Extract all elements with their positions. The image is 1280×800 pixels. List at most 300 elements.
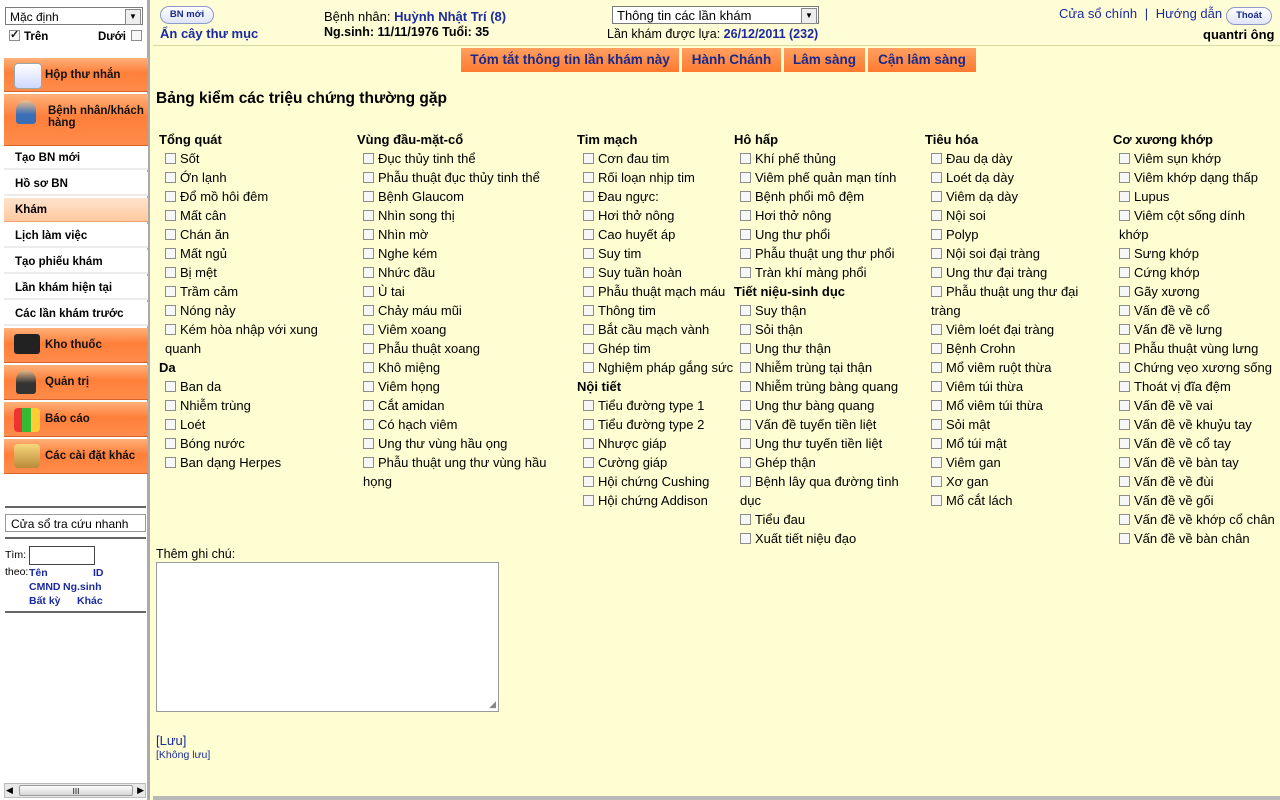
symptom-item[interactable]	[357, 225, 549, 244]
symptom-checkbox[interactable]	[740, 457, 751, 468]
symptom-item[interactable]	[577, 320, 732, 339]
symptom-item[interactable]	[577, 149, 732, 168]
view-select-value: Mặc định	[10, 10, 59, 24]
symptom-item[interactable]	[734, 415, 906, 434]
symptom-checkbox[interactable]	[1119, 381, 1130, 392]
symptom-item[interactable]	[734, 320, 906, 339]
symptom-checkbox[interactable]	[931, 381, 942, 392]
symptom-item[interactable]	[1113, 244, 1278, 263]
menu-pharmacy[interactable]	[4, 328, 148, 363]
tab-clinical[interactable]: Lâm sàng	[784, 48, 865, 72]
symptom-item[interactable]	[925, 491, 1108, 510]
symptom-item[interactable]	[357, 396, 549, 415]
symptom-item[interactable]	[925, 358, 1108, 377]
sub-schedule[interactable]: Lịch làm việc	[4, 224, 148, 248]
symptom-item[interactable]	[925, 187, 1108, 206]
pos-bottom-label: Dưới	[98, 31, 127, 43]
symptom-column-3	[577, 130, 732, 510]
symptom-checkbox[interactable]	[165, 305, 176, 316]
symptom-checkbox[interactable]	[363, 248, 374, 259]
symptom-item[interactable]	[577, 339, 732, 358]
quick-lookup-tab[interactable]: Cửa sổ tra cứu nhanh	[5, 514, 146, 532]
scroll-thumb[interactable]: III	[19, 785, 133, 796]
symptom-label: Viêm họng	[378, 379, 440, 394]
symptom-checkbox[interactable]	[931, 438, 942, 449]
menu-patients-text: Bệnh nhân/khách hàng	[48, 105, 144, 129]
symptom-checkbox[interactable]	[583, 191, 594, 202]
symptom-item[interactable]	[357, 263, 549, 282]
symptom-label: Viêm cột sống dính khớp	[1119, 208, 1246, 242]
symptom-item[interactable]	[1113, 491, 1278, 510]
pos-bottom-option[interactable]	[98, 31, 146, 43]
symptom-checkbox[interactable]	[1119, 248, 1130, 259]
visit-select-value: Thông tin các lần khám	[617, 8, 752, 23]
symptom-item[interactable]	[1113, 206, 1278, 244]
symptom-label: Khô miệng	[378, 360, 441, 375]
symptom-checkbox[interactable]	[363, 172, 374, 183]
note-textarea[interactable]	[156, 562, 499, 712]
symptom-item[interactable]	[357, 358, 549, 377]
symptom-label: Phẫu thuật ung thư phổi	[755, 246, 895, 261]
symptom-item[interactable]	[734, 187, 906, 206]
symptom-checkbox[interactable]	[583, 476, 594, 487]
symptom-checkbox[interactable]	[583, 419, 594, 430]
symptom-item[interactable]	[734, 168, 906, 187]
symptom-label: Ung thư đại tràng	[946, 265, 1048, 280]
view-select[interactable]	[5, 7, 143, 25]
symptom-item[interactable]	[357, 168, 549, 187]
symptom-checkbox[interactable]	[1119, 514, 1130, 525]
symptom-checkbox[interactable]	[740, 305, 751, 316]
symptom-item[interactable]	[925, 434, 1108, 453]
symptom-checkbox[interactable]	[165, 210, 176, 221]
symptom-label: Hơi thở nông	[755, 208, 832, 223]
symptom-checkbox[interactable]	[740, 419, 751, 430]
symptom-checkbox[interactable]	[363, 324, 374, 335]
symptom-item[interactable]	[925, 396, 1108, 415]
symptom-group-title: Tiêu hóa	[925, 132, 979, 147]
symptom-item[interactable]	[734, 396, 906, 415]
symptom-checkbox[interactable]	[583, 324, 594, 335]
symptom-item[interactable]	[925, 453, 1108, 472]
symptom-checkbox[interactable]	[165, 286, 176, 297]
symptom-checkbox[interactable]	[363, 210, 374, 221]
symptom-checkbox[interactable]	[1119, 267, 1130, 278]
symptom-checkbox[interactable]	[931, 267, 942, 278]
symptom-checkbox[interactable]	[1119, 305, 1130, 316]
symptom-checkbox[interactable]	[931, 495, 942, 506]
symptom-checkbox[interactable]	[740, 153, 751, 164]
pos-bottom-checkbox[interactable]	[131, 30, 142, 41]
menu-inbox[interactable]	[4, 58, 148, 92]
symptom-checkbox[interactable]	[583, 267, 594, 278]
symptom-checkbox[interactable]	[165, 400, 176, 411]
symptom-item[interactable]	[577, 396, 732, 415]
symptom-item[interactable]	[577, 301, 732, 320]
symptom-item[interactable]	[925, 377, 1108, 396]
symptom-checkbox[interactable]	[740, 514, 751, 525]
symptom-checkbox[interactable]	[1119, 191, 1130, 202]
symptom-item[interactable]	[925, 168, 1108, 187]
symptom-item[interactable]	[357, 301, 549, 320]
symptom-checkbox[interactable]	[363, 457, 374, 468]
symptom-item[interactable]	[357, 206, 549, 225]
symptom-label: Ban da	[180, 379, 222, 394]
symptom-checkbox[interactable]	[931, 457, 942, 468]
symptom-column-6	[1113, 130, 1278, 548]
symptom-label: Mổ viêm túi thừa	[946, 398, 1043, 413]
symptom-checkbox[interactable]	[165, 419, 176, 430]
symptom-item[interactable]	[159, 282, 327, 301]
save-link[interactable]: [Lưu]	[156, 733, 187, 748]
symptom-checkbox[interactable]	[1119, 210, 1130, 221]
symptom-checkbox[interactable]	[363, 191, 374, 202]
symptom-checkbox[interactable]	[931, 343, 942, 354]
symptom-item[interactable]	[357, 434, 549, 453]
symptom-checkbox[interactable]	[1119, 324, 1130, 335]
symptom-item[interactable]	[159, 301, 327, 320]
sub-new-patient[interactable]: Tạo BN mới	[4, 146, 148, 170]
symptom-label: Mổ túi mật	[946, 436, 1007, 451]
menu-settings-label: Các cài đặt khác	[45, 450, 136, 462]
symptom-item[interactable]	[357, 453, 549, 491]
symptom-checkbox[interactable]	[363, 229, 374, 240]
symptom-item[interactable]	[1113, 529, 1278, 548]
symptom-checkbox[interactable]	[1119, 533, 1130, 544]
symptom-item[interactable]	[734, 263, 906, 282]
symptom-checkbox[interactable]	[583, 400, 594, 411]
symptom-item[interactable]	[159, 168, 327, 187]
symptom-item[interactable]	[577, 415, 732, 434]
find-by-name[interactable]: Tên	[29, 567, 48, 579]
symptom-item[interactable]	[357, 415, 549, 434]
symptom-checkbox[interactable]	[740, 381, 751, 392]
hide-tree-link[interactable]: Ẩn cây thư mục	[160, 26, 259, 41]
symptom-checkbox[interactable]	[740, 172, 751, 183]
symptom-checkbox[interactable]	[363, 381, 374, 392]
symptom-label: Nhìn song thị	[378, 208, 455, 223]
symptom-item[interactable]	[1113, 263, 1278, 282]
symptom-checkbox[interactable]	[165, 267, 176, 278]
patient-label: Bệnh nhân:	[324, 9, 391, 24]
sub-group-exam[interactable]: Khám	[4, 198, 148, 222]
symptom-checkbox[interactable]	[583, 362, 594, 373]
symptom-checkbox[interactable]	[1119, 400, 1130, 411]
find-by-any[interactable]: Bất kỳ	[29, 595, 61, 607]
symptom-checkbox[interactable]	[931, 172, 942, 183]
symptom-label: Xuất tiết niệu đạo	[755, 531, 857, 546]
main-window-link[interactable]: Cửa sổ chính	[1059, 6, 1138, 21]
symptom-item[interactable]	[159, 434, 327, 453]
pos-top-option[interactable]	[9, 31, 48, 43]
symptom-checkbox[interactable]	[363, 153, 374, 164]
guide-link[interactable]: Hướng dẫn	[1155, 6, 1223, 21]
symptom-item[interactable]	[577, 263, 732, 282]
symptom-item[interactable]	[1113, 320, 1278, 339]
symptom-checkbox[interactable]	[583, 457, 594, 468]
symptom-checkbox[interactable]	[740, 324, 751, 335]
symptom-item[interactable]	[1113, 377, 1278, 396]
symptom-item[interactable]	[577, 206, 732, 225]
symptom-checkbox[interactable]	[583, 438, 594, 449]
symptom-checkbox[interactable]	[1119, 438, 1130, 449]
symptom-item[interactable]	[925, 339, 1108, 358]
new-patient-button[interactable]: BN mới	[160, 6, 214, 24]
symptom-checkbox[interactable]	[740, 362, 751, 373]
symptom-checkbox[interactable]	[165, 153, 176, 164]
symptom-item[interactable]	[577, 168, 732, 187]
chevron-down-icon: ▼	[125, 9, 141, 25]
symptom-item[interactable]	[1113, 187, 1278, 206]
symptom-item[interactable]	[734, 434, 906, 453]
find-by-cmnd[interactable]: CMND	[29, 581, 61, 593]
symptom-item[interactable]	[159, 320, 327, 358]
symptom-item[interactable]	[159, 149, 327, 168]
symptom-label: Trầm cảm	[180, 284, 239, 299]
find-by-dob[interactable]: Ng.sinh	[63, 581, 102, 593]
symptom-checkbox[interactable]	[931, 153, 942, 164]
symptom-item[interactable]	[577, 244, 732, 263]
symptom-checkbox[interactable]	[1119, 495, 1130, 506]
symptom-item[interactable]	[577, 358, 732, 377]
symptom-checkbox[interactable]	[363, 343, 374, 354]
symptom-checkbox[interactable]	[740, 533, 751, 544]
symptom-checkbox[interactable]	[740, 248, 751, 259]
symptom-item[interactable]	[159, 244, 327, 263]
symptom-item[interactable]	[925, 415, 1108, 434]
symptom-label: Bệnh Glaucom	[378, 189, 464, 204]
sub-patient-records[interactable]: Hồ sơ BN	[4, 172, 148, 196]
symptom-checkbox[interactable]	[740, 191, 751, 202]
find-by-other[interactable]: Khác	[77, 595, 103, 607]
symptom-item[interactable]	[1113, 396, 1278, 415]
symptom-item[interactable]	[925, 282, 1108, 320]
symptom-item[interactable]	[357, 187, 549, 206]
find-input[interactable]	[29, 546, 95, 565]
chosen-visit-value: 26/12/2011 (232)	[723, 27, 819, 41]
menu-reports[interactable]	[4, 402, 148, 437]
symptom-checkbox[interactable]	[583, 286, 594, 297]
symptom-item[interactable]	[1113, 358, 1278, 377]
symptom-item[interactable]	[1113, 339, 1278, 358]
symptom-item[interactable]	[357, 320, 549, 339]
symptom-checkbox[interactable]	[931, 210, 942, 221]
symptom-item[interactable]	[925, 320, 1108, 339]
symptom-checkbox[interactable]	[165, 324, 176, 335]
symptom-item[interactable]	[734, 472, 906, 510]
symptom-checkbox[interactable]	[583, 495, 594, 506]
symptom-item[interactable]	[577, 225, 732, 244]
symptom-item[interactable]	[1113, 149, 1278, 168]
tab-paraclinical[interactable]: Cận lâm sàng	[868, 48, 976, 72]
symptom-item[interactable]	[159, 187, 327, 206]
sub-previous-visits[interactable]: Các lần khám trước	[4, 302, 148, 326]
symptom-checkbox[interactable]	[583, 305, 594, 316]
menu-admin[interactable]	[4, 365, 148, 400]
symptom-label: Gãy xương	[1134, 284, 1200, 299]
symptom-item[interactable]	[577, 472, 732, 491]
symptom-item[interactable]	[734, 339, 906, 358]
symptom-checkbox[interactable]	[931, 191, 942, 202]
symptom-item[interactable]	[577, 491, 732, 510]
pos-top-checkbox[interactable]	[9, 30, 20, 41]
symptom-checkbox[interactable]	[583, 229, 594, 240]
symptom-checkbox[interactable]	[1119, 457, 1130, 468]
symptom-checkbox[interactable]	[1119, 419, 1130, 430]
symptom-item[interactable]	[734, 377, 906, 396]
symptom-item[interactable]	[159, 263, 327, 282]
symptom-checkbox[interactable]	[583, 210, 594, 221]
symptom-checkbox[interactable]	[740, 267, 751, 278]
symptom-label: Mất cân	[180, 208, 227, 223]
symptom-item[interactable]	[159, 377, 327, 396]
symptom-item[interactable]	[734, 244, 906, 263]
bar-chart-icon	[14, 408, 40, 432]
symptom-checkbox[interactable]	[1119, 153, 1130, 164]
symptom-item[interactable]	[357, 282, 549, 301]
symptom-label: Vấn đề về khuỷu tay	[1134, 417, 1252, 432]
symptom-checkbox[interactable]	[740, 229, 751, 240]
symptom-checkbox[interactable]	[165, 172, 176, 183]
symptom-item[interactable]	[1113, 301, 1278, 320]
patient-name[interactable]: Huỳnh Nhật Trí (8)	[394, 9, 507, 24]
symptom-checkbox[interactable]	[583, 153, 594, 164]
symptom-item[interactable]	[734, 225, 906, 244]
symptom-checkbox[interactable]	[931, 400, 942, 411]
symptom-checkbox[interactable]	[1119, 362, 1130, 373]
symptom-checkbox[interactable]	[931, 286, 942, 297]
menu-patients[interactable]	[4, 94, 148, 146]
symptom-item[interactable]	[159, 225, 327, 244]
symptom-item[interactable]	[357, 339, 549, 358]
symptom-checkbox[interactable]	[740, 210, 751, 221]
symptom-checkbox[interactable]	[1119, 172, 1130, 183]
symptom-checkbox[interactable]	[363, 438, 374, 449]
symptom-label: Chảy máu mũi	[378, 303, 462, 318]
symptom-checkbox[interactable]	[583, 248, 594, 259]
symptom-item[interactable]	[925, 263, 1108, 282]
symptom-item[interactable]	[577, 434, 732, 453]
symptom-checkbox[interactable]	[583, 343, 594, 354]
symptom-checkbox[interactable]	[363, 267, 374, 278]
symptom-checkbox[interactable]	[740, 438, 751, 449]
visit-select[interactable]	[612, 6, 819, 24]
symptom-checkbox[interactable]	[1119, 286, 1130, 297]
symptom-label: Viêm khớp dạng thấp	[1134, 170, 1258, 185]
symptom-item[interactable]	[925, 206, 1108, 225]
find-label: Tìm:	[5, 549, 26, 561]
symptom-item[interactable]	[1113, 434, 1278, 453]
symptom-item[interactable]	[734, 510, 906, 529]
sub-current-visit[interactable]: Lần khám hiện tại	[4, 276, 148, 300]
symptom-item[interactable]	[357, 377, 549, 396]
symptom-item[interactable]	[357, 244, 549, 263]
symptom-checkbox[interactable]	[1119, 476, 1130, 487]
scroll-right-icon[interactable]: ▶	[137, 785, 144, 795]
symptom-checkbox[interactable]	[363, 400, 374, 411]
symptom-item[interactable]	[357, 149, 549, 168]
symptom-item[interactable]	[734, 149, 906, 168]
symptom-checkbox[interactable]	[363, 305, 374, 316]
menu-settings[interactable]	[4, 439, 148, 474]
symptom-checkbox[interactable]	[363, 362, 374, 373]
symptom-item[interactable]	[577, 187, 732, 206]
symptom-item[interactable]	[734, 358, 906, 377]
symptom-label: Ung thư vùng hầu ọng	[378, 436, 508, 451]
symptom-item[interactable]	[159, 206, 327, 225]
symptom-checkbox[interactable]	[931, 476, 942, 487]
symptom-label: Nhức đầu	[378, 265, 436, 280]
symptom-checkbox[interactable]	[363, 286, 374, 297]
symptom-checkbox[interactable]	[165, 191, 176, 202]
symptom-item[interactable]	[1113, 415, 1278, 434]
symptom-item[interactable]	[577, 453, 732, 472]
symptom-item[interactable]	[159, 453, 327, 472]
symptom-label: Cơn đau tim	[598, 151, 670, 166]
symptom-item[interactable]	[734, 453, 906, 472]
symptom-checkbox[interactable]	[165, 457, 176, 468]
symptom-item[interactable]	[577, 282, 732, 301]
symptom-item[interactable]	[925, 225, 1108, 244]
symptom-checkbox[interactable]	[931, 362, 942, 373]
sub-create-exam-form[interactable]: Tạo phiếu khám	[4, 250, 148, 274]
tab-visit-summary[interactable]: Tóm tắt thông tin lần khám này	[461, 48, 679, 72]
symptom-item[interactable]	[734, 529, 906, 548]
symptom-label: Chán ăn	[180, 227, 230, 242]
symptom-checkbox[interactable]	[1119, 343, 1130, 354]
symptom-item[interactable]	[1113, 282, 1278, 301]
symptom-item[interactable]	[925, 149, 1108, 168]
symptom-item[interactable]	[159, 396, 327, 415]
symptom-checkbox[interactable]	[931, 324, 942, 335]
symptom-checkbox[interactable]	[931, 248, 942, 259]
symptom-checkbox[interactable]	[165, 248, 176, 259]
symptom-checkbox[interactable]	[165, 438, 176, 449]
symptom-label: Nội soi	[946, 208, 986, 223]
symptom-checkbox[interactable]	[931, 229, 942, 240]
symptom-item[interactable]	[734, 206, 906, 225]
symptom-label: Nghiệm pháp gắng sức	[598, 360, 734, 375]
symptom-label: Vấn đề về lưng	[1134, 322, 1223, 337]
symptom-checkbox[interactable]	[165, 381, 176, 392]
symptom-item[interactable]	[925, 472, 1108, 491]
symptom-item[interactable]	[1113, 510, 1278, 529]
symptom-item[interactable]	[925, 244, 1108, 263]
symptom-checkbox[interactable]	[740, 400, 751, 411]
nosave-link[interactable]: [Không lưu]	[156, 749, 211, 761]
find-by-id[interactable]: ID	[93, 567, 104, 579]
tab-administrative[interactable]: Hành Chánh	[682, 48, 781, 72]
symptom-label: Nhiễm trùng	[180, 398, 251, 413]
symptom-checkbox[interactable]	[363, 419, 374, 430]
symptom-checkbox[interactable]	[583, 172, 594, 183]
symptom-checkbox[interactable]	[740, 343, 751, 354]
symptom-item[interactable]	[734, 301, 906, 320]
symptom-item[interactable]	[1113, 453, 1278, 472]
symptom-checkbox[interactable]	[931, 419, 942, 430]
symptom-label: Vấn đề về cổ	[1134, 303, 1210, 318]
symptom-checkbox[interactable]	[740, 476, 751, 487]
symptom-item[interactable]	[159, 415, 327, 434]
horizontal-scrollbar[interactable]	[4, 783, 146, 798]
envelope-icon	[14, 63, 42, 89]
scroll-left-icon[interactable]: ◀	[6, 785, 13, 795]
symptom-item[interactable]	[1113, 168, 1278, 187]
symptom-checkbox[interactable]	[165, 229, 176, 240]
symptom-item[interactable]	[1113, 472, 1278, 491]
logout-button[interactable]: Thoát	[1226, 7, 1272, 25]
resize-grip-icon[interactable]: ◢	[489, 699, 496, 709]
